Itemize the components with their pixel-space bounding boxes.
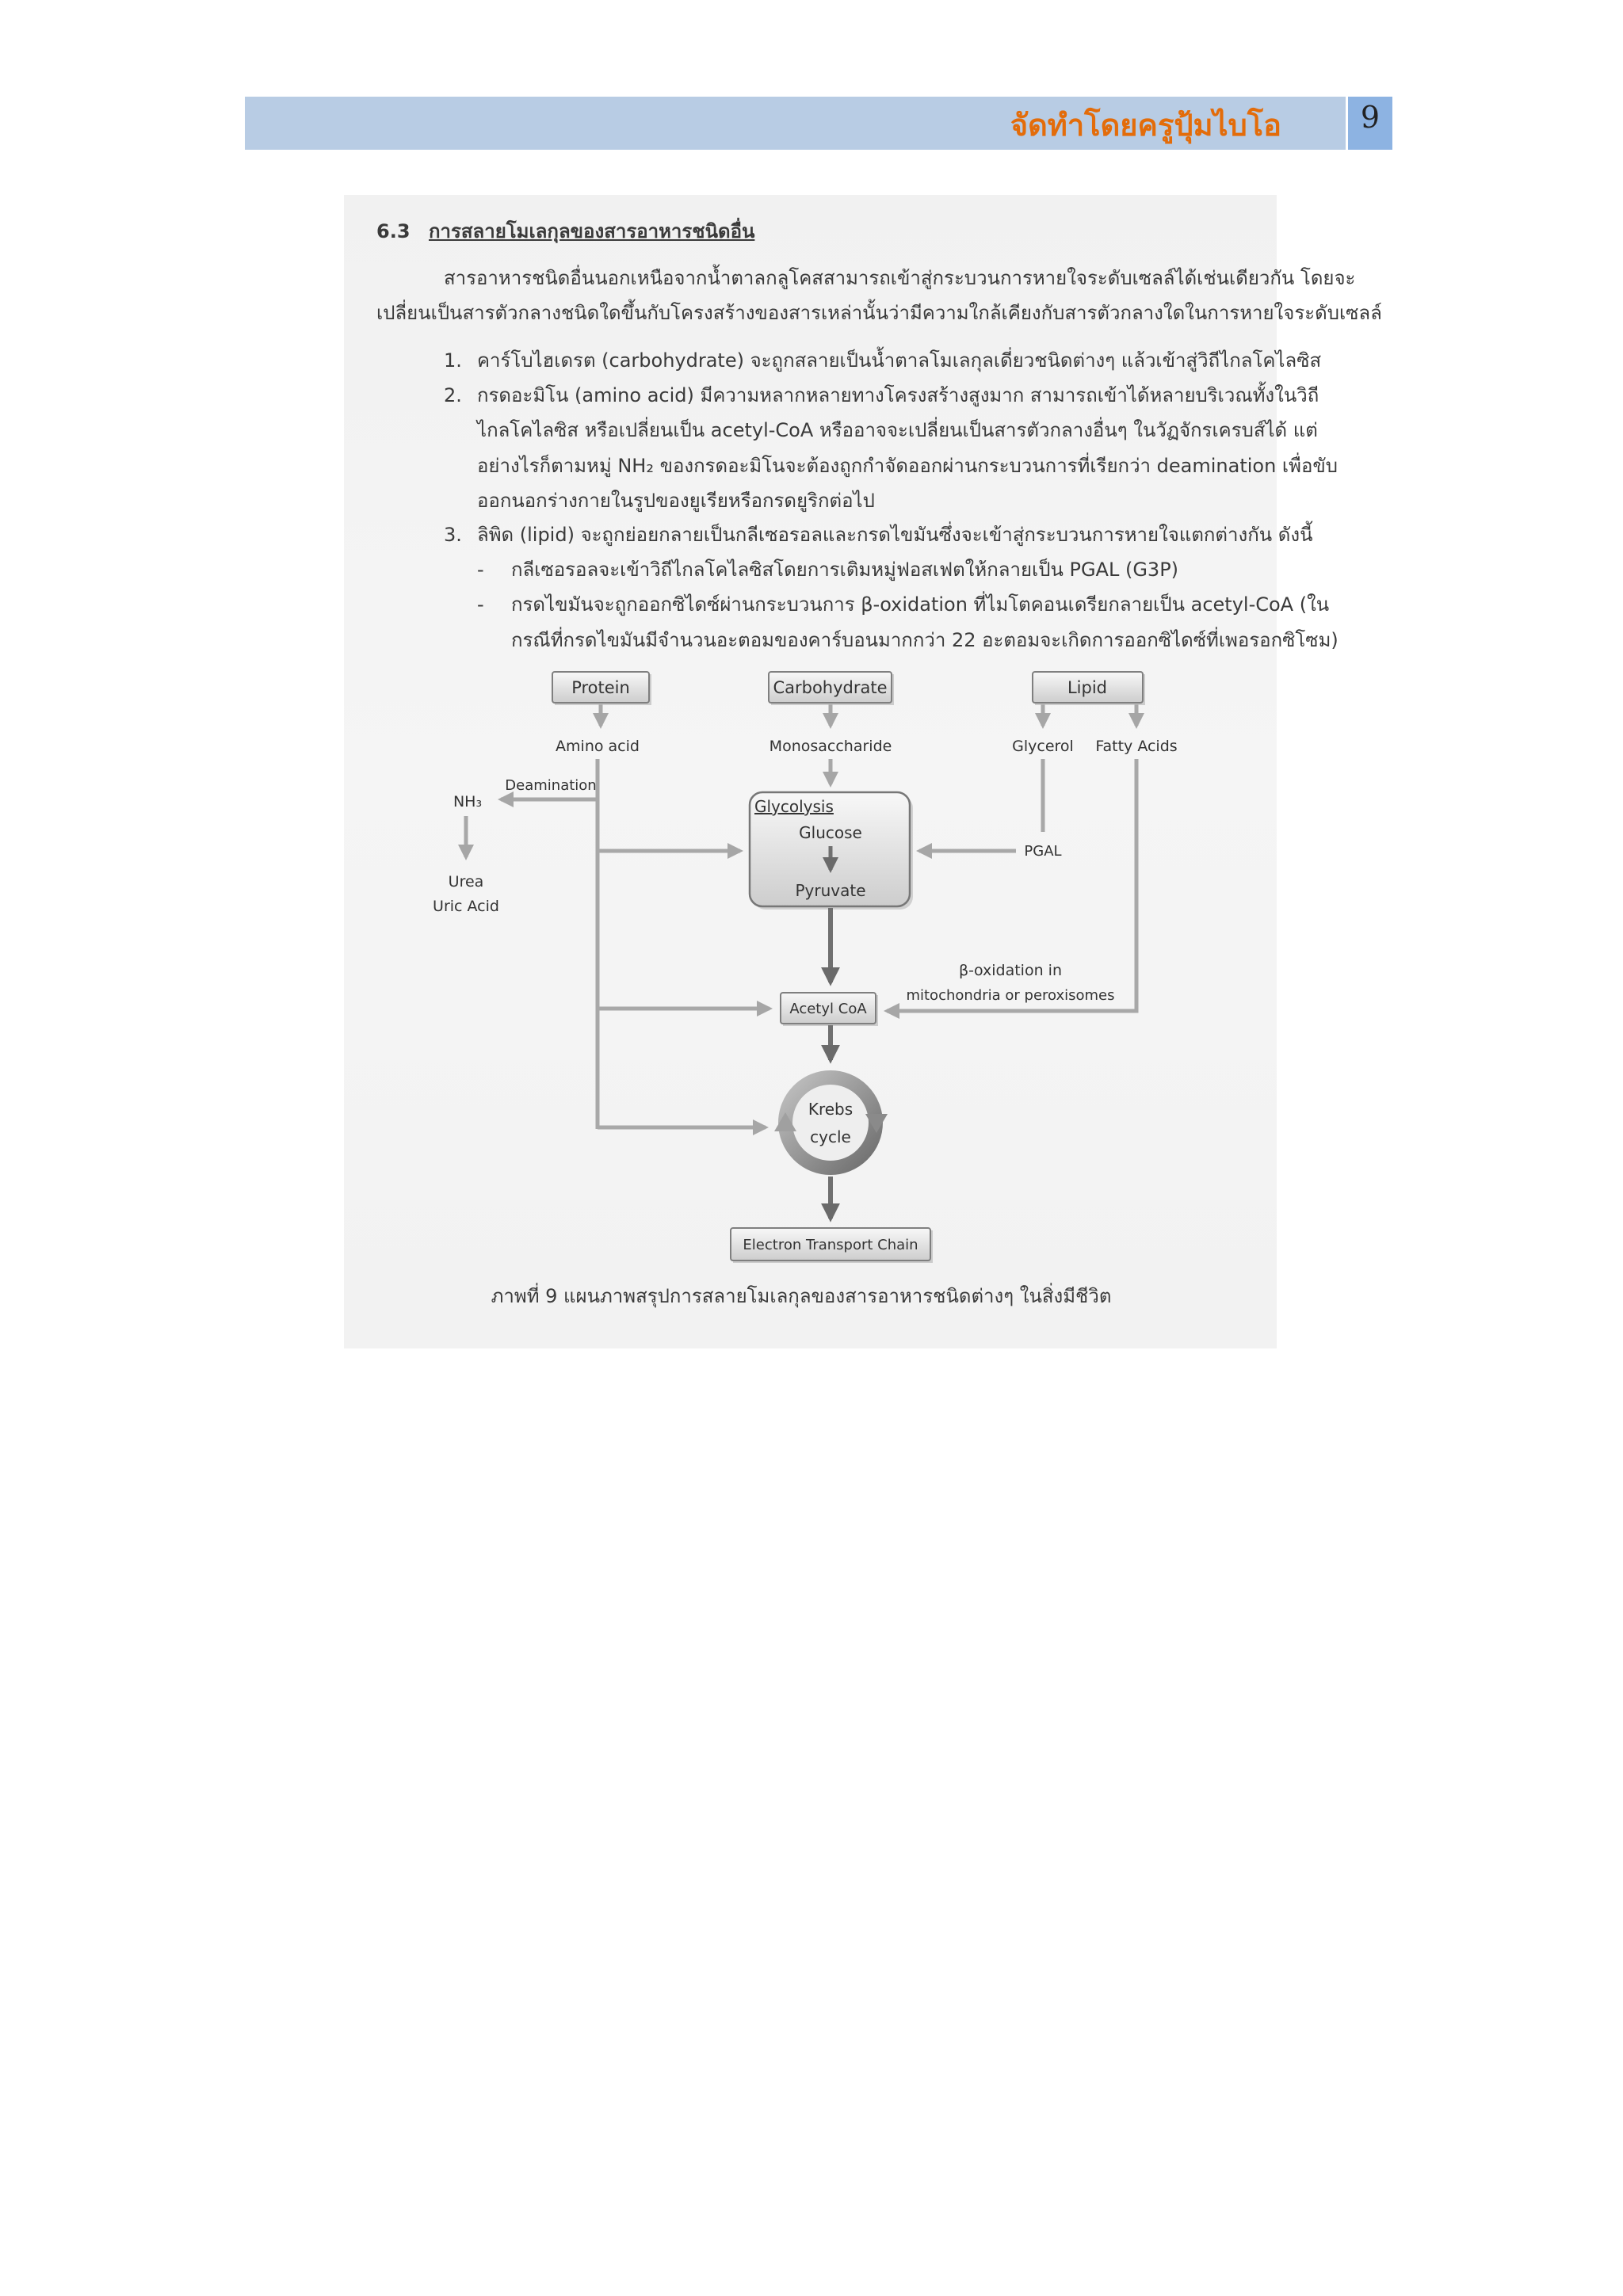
figure-caption: ภาพที่ 9 แผนภาพสรุปการสลายโมเลกุลของสารอาหารชนิดต่างๆ ในสิ่งมีชีวิต: [491, 1285, 1112, 1307]
glycolysis-label: Glycolysis: [754, 797, 834, 816]
sub-item-text: กรดไขมันจะถูกออกซิไดซ์ผ่านกระบวนการ β-oxidation ที่ไมโตคอนเดรียกลายเป็น acetyl-CoA (ใน: [511, 593, 1330, 616]
protein-label: Protein: [571, 678, 630, 697]
urea-label: Urea: [448, 873, 484, 891]
sub-item-text: กรณีที่กรดไขมันมีจำนวนอะตอมของคาร์บอนมากกว่า 22 อะตอมจะเกิดการออกซิไดซ์ที่เพอรอกซิโซม): [511, 629, 1338, 651]
glucose-label: Glucose: [799, 823, 862, 842]
sub-item-bullet: -: [477, 593, 484, 616]
pgal-label: PGAL: [1024, 843, 1062, 860]
glycolysis-box: [750, 792, 913, 910]
beta-oxidation-label: β-oxidation in: [958, 962, 1063, 979]
intro-line: เปลี่ยนเป็นสารตัวกลางชนิดใดขึ้นกับโครงสร้างของสารเหล่านั้นว่ามีความใกล้เคียงกับสารตัวกลางใดในการหายใจระดับเซลล์: [376, 302, 1382, 324]
deamination-label: Deamination: [505, 777, 597, 794]
pyruvate-label: Pyruvate: [795, 881, 866, 900]
nh3-label: NH₃: [453, 793, 483, 810]
carbohydrate-box: [769, 672, 894, 705]
section-title: การสลายโมเลกุลของสารอาหารชนิดอื่น: [429, 220, 755, 242]
page-number: 9: [1346, 97, 1392, 150]
krebs-cycle-ring: [785, 1077, 876, 1168]
sub-item-text: กลีเซอรอลจะเข้าวิถีไกลโคไลซิสโดยการเติมหมู่ฟอสเฟตให้กลายเป็น PGAL (G3P): [511, 559, 1179, 581]
intro-line: สารอาหารชนิดอื่นนอกเหนือจากน้ำตาลกลูโคสสามารถเข้าสู่กระบวนการหายใจระดับเซลล์ได้เช่นเดียวกัน โดยจะ: [444, 267, 1356, 289]
amino-acid-label: Amino acid: [556, 738, 640, 755]
list-item-number: 3.: [444, 524, 462, 546]
list-item-text: คาร์โบไฮเดรต (carbohydrate) จะถูกสลายเป็นน้ำตาลโมเลกุลเดี่ยวชนิดต่างๆ แล้วเข้าสู่วิถีไกลโคไลซิส: [477, 349, 1322, 372]
monosaccharide-label: Monosaccharide: [769, 738, 892, 755]
uric-acid-label: Uric Acid: [433, 898, 499, 915]
list-item-text: อย่างไรก็ตามหมู่ NH₂ ของกรดอะมิโนจะต้องถูกกำจัดออกผ่านกระบวนการที่เรียกว่า deamination เพื่อขับ: [477, 455, 1338, 477]
glycerol-label: Glycerol: [1012, 738, 1074, 755]
krebs-label: Krebs: [808, 1100, 854, 1119]
lipid-box: [1033, 672, 1145, 705]
lipid-label: Lipid: [1067, 678, 1108, 697]
list-item-text: กรดอะมิโน (amino acid) มีความหลากหลายทางโครงสร้างสูงมาก สามารถเข้าได้หลายบริเวณทั้งในวิถี: [477, 384, 1319, 406]
electron-transport-chain-box: [731, 1228, 933, 1263]
header-title: จัดทำโดยครูปุ้มไบโอ: [1010, 108, 1281, 143]
krebs-cycle: [774, 1077, 888, 1168]
fatty-acids-label: Fatty Acids: [1095, 738, 1178, 755]
cycle-label: cycle: [810, 1127, 851, 1146]
section-number: 6.3: [376, 220, 411, 242]
acetyl-coa-box: [781, 993, 878, 1026]
sub-item-bullet: -: [477, 559, 484, 581]
list-item-text: ออกนอกร่างกายในรูปของยูเรียหรือกรดยูริกต่อไป: [477, 490, 875, 512]
protein-box: [552, 672, 651, 705]
acetyl-coa-label: Acetyl CoA: [789, 1001, 867, 1017]
list-item-number: 2.: [444, 384, 462, 406]
electron-transport-chain-label: Electron Transport Chain: [743, 1237, 918, 1253]
list-item-number: 1.: [444, 349, 462, 372]
list-item-text: ไกลโคไลซิส หรือเปลี่ยนเป็น acetyl-CoA หรืออาจจะเปลี่ยนเป็นสารตัวกลางอื่นๆ ในวัฏจักรเครบส์ได้ แต่: [477, 419, 1318, 441]
carbohydrate-label: Carbohydrate: [773, 678, 888, 697]
list-item-text: ลิพิด (lipid) จะถูกย่อยกลายเป็นกลีเซอรอลและกรดไขมันซึ่งจะเข้าสู่กระบวนการหายใจแตกต่างกัน ดังนี้: [477, 524, 1313, 546]
beta-oxidation-location-label: mitochondria or peroxisomes: [906, 987, 1115, 1004]
